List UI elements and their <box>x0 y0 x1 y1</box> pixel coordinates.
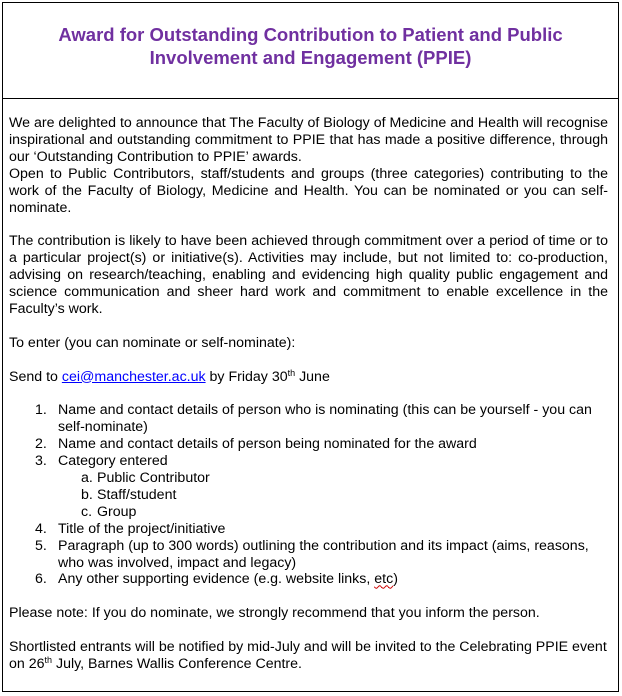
title-line-1: Award for Outstanding Contribution to Patient and Public <box>58 24 563 45</box>
shortlist-paragraph: Shortlisted entrants will be notified by mid-July and will be invited to the Celebrating PPIE event on 26th July, Barnes Wallis Conference Centre. <box>9 639 607 672</box>
announcement-body <box>9 115 608 673</box>
intro-paragraph-1: We are delighted to announce that The Faculty of Biology of Medicine and Health will recognise inspirational and outstanding commitment to PPIE that has made a positive difference, through our ‘Outstanding Contribution to PPIE’ awards. <box>9 115 608 165</box>
send-line: Send to cei@manchester.ac.uk by Friday 30th June <box>9 367 330 385</box>
category-item: b. Staff/student <box>81 486 177 503</box>
list-item: 3. Category entered a. Public Contributor b. Staff/student c. Group <box>9 453 608 521</box>
list-item: 1. Name and contact details of person who is nominating (this can be yourself - you can self-nominate) <box>35 402 592 436</box>
note-paragraph: Please note: If you do nominate, we strongly recommend that you inform the person. <box>9 605 540 622</box>
intro-paragraph-2: Open to Public Contributors, staff/students and groups (three categories) contributing to the work of the Faculty of Biology, Medicine and Health. You can be nominated or you can self-nominate. <box>9 165 608 216</box>
category-item: c. Group <box>81 503 137 520</box>
title-line-2: Involvement and Engagement (PPIE) <box>149 47 472 68</box>
category-item: a. Public Contributor <box>81 469 210 486</box>
list-item: 6. Any other supporting evidence (e.g. website links, etc) <box>35 571 398 588</box>
email-link[interactable]: cei@manchester.ac.uk <box>61 368 206 385</box>
title-section <box>3 3 618 99</box>
page-title <box>3 23 618 69</box>
category-list <box>58 470 608 521</box>
list-item: 5. Paragraph (up to 300 words) outlining the contribution and its impact (aims, reasons, who was involved, impact and legacy) <box>35 537 589 571</box>
enter-heading: To enter (you can nominate or self-nominate): <box>9 334 296 351</box>
intro-paragraph-3: The contribution is likely to have been achieved through commitment over a period of time or to a particular project(s) or initiative(s). Activities may include, but not limited to: co-production, advising on research/teaching, enabling and evidencing high quality public engagement and science communication and sheer hard work and commitment to enable excellence in the Faculty’s work. <box>9 233 608 317</box>
list-item: 2. Name and contact details of person being nominated for the award <box>35 436 477 453</box>
list-item: 4. Title of the project/initiative <box>35 520 226 537</box>
nomination-requirements-list <box>9 402 608 588</box>
